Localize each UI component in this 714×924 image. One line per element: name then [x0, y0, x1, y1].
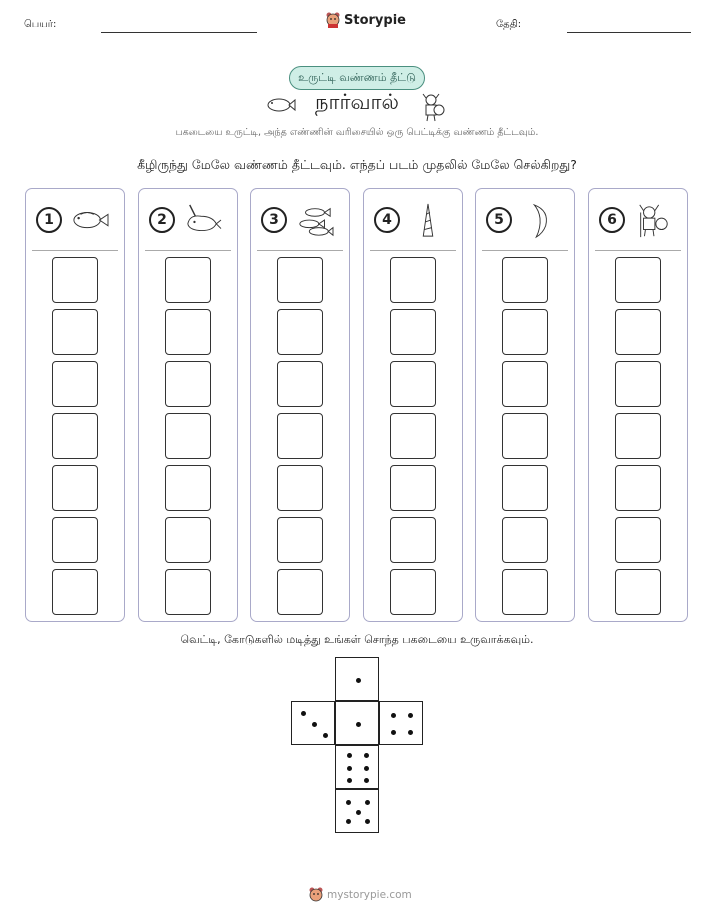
- color-box[interactable]: [390, 517, 436, 563]
- color-box[interactable]: [165, 569, 211, 615]
- color-box[interactable]: [165, 309, 211, 355]
- color-box[interactable]: [615, 361, 661, 407]
- color-box[interactable]: [615, 517, 661, 563]
- color-box[interactable]: [52, 361, 98, 407]
- color-box[interactable]: [52, 517, 98, 563]
- page-title: நார்வால்: [315, 90, 399, 114]
- die-face: [335, 701, 379, 745]
- color-box[interactable]: [52, 465, 98, 511]
- color-box[interactable]: [502, 569, 548, 615]
- color-box[interactable]: [52, 309, 98, 355]
- question-text: கீழிருந்து மேலே வண்ணம் தீட்டவும். எந்தப் படம் முதலில் மேலே செல்கிறது?: [137, 157, 577, 172]
- color-box[interactable]: [277, 309, 323, 355]
- die-pip: [391, 713, 396, 718]
- footer-url[interactable]: mystorypie.com: [327, 889, 412, 901]
- color-box[interactable]: [165, 413, 211, 459]
- column-number: 3: [261, 207, 287, 233]
- die-face: [379, 701, 423, 745]
- color-box[interactable]: [52, 413, 98, 459]
- column-6: [588, 188, 688, 622]
- die-face: [335, 745, 379, 789]
- color-box[interactable]: [502, 309, 548, 355]
- color-box[interactable]: [615, 413, 661, 459]
- color-box[interactable]: [277, 413, 323, 459]
- color-box[interactable]: [165, 465, 211, 511]
- bear-mascot-icon: [309, 887, 323, 903]
- color-box[interactable]: [502, 517, 548, 563]
- name-line: [101, 32, 257, 33]
- color-box[interactable]: [277, 361, 323, 407]
- color-box[interactable]: [390, 257, 436, 303]
- die-pip: [347, 778, 352, 783]
- die-face: [335, 657, 379, 701]
- color-box[interactable]: [277, 517, 323, 563]
- column-2: [138, 188, 238, 622]
- color-box[interactable]: [615, 569, 661, 615]
- color-box[interactable]: [165, 257, 211, 303]
- color-box[interactable]: [390, 465, 436, 511]
- column-number: 6: [599, 207, 625, 233]
- color-box[interactable]: [615, 257, 661, 303]
- activity-badge: உருட்டி வண்ணம் தீட்டு: [289, 66, 425, 90]
- die-pip: [346, 800, 351, 805]
- die-pip: [356, 678, 361, 683]
- column-divider: [595, 250, 681, 251]
- die-face: [335, 789, 379, 833]
- die-pip: [365, 800, 370, 805]
- color-box[interactable]: [165, 361, 211, 407]
- column-number: 2: [149, 207, 175, 233]
- column-divider: [482, 250, 568, 251]
- die-pip: [301, 711, 306, 716]
- die-pip: [365, 819, 370, 824]
- brand-name: Storypie: [344, 12, 406, 28]
- column-3: [250, 188, 350, 622]
- column-5: [475, 188, 575, 622]
- horn-icon: [520, 203, 560, 239]
- color-box[interactable]: [502, 413, 548, 459]
- die-pip: [364, 753, 369, 758]
- die-pip: [391, 730, 396, 735]
- color-box[interactable]: [502, 465, 548, 511]
- die-pip: [408, 730, 413, 735]
- die-pip: [408, 713, 413, 718]
- color-box[interactable]: [390, 361, 436, 407]
- name-label: பெயர்:: [24, 19, 57, 30]
- bear-mascot-icon: [326, 12, 340, 28]
- page-subtitle: பகடையை உருட்டி, அந்த எண்ணின் வரிசையில் ஒரு பெட்டிக்கு வண்ணம் தீட்டவும்.: [175, 127, 539, 138]
- viking-icon: [633, 203, 673, 239]
- color-box[interactable]: [390, 309, 436, 355]
- die-pip: [356, 810, 361, 815]
- die-pip: [364, 766, 369, 771]
- color-box[interactable]: [615, 465, 661, 511]
- die-pip: [347, 766, 352, 771]
- brand-logo: [326, 12, 406, 28]
- die-instruction: வெட்டி, கோடுகளில் மடித்து உங்கள் சொந்த பகடையை உருவாக்கவும்.: [180, 633, 534, 646]
- column-divider: [145, 250, 231, 251]
- color-box[interactable]: [165, 517, 211, 563]
- column-divider: [32, 250, 118, 251]
- color-box[interactable]: [502, 257, 548, 303]
- viking-icon: [420, 92, 446, 122]
- column-4: [363, 188, 463, 622]
- flatfish-icon: [70, 203, 110, 239]
- color-box[interactable]: [277, 569, 323, 615]
- narwhal-tusk-icon: [408, 203, 448, 239]
- date-label: தேதி:: [496, 19, 522, 30]
- color-box[interactable]: [277, 465, 323, 511]
- die-pip: [346, 819, 351, 824]
- footer: [309, 887, 412, 903]
- color-box[interactable]: [52, 569, 98, 615]
- color-box[interactable]: [277, 257, 323, 303]
- die-pip: [347, 753, 352, 758]
- die-pip: [323, 733, 328, 738]
- column-number: 4: [374, 207, 400, 233]
- column-divider: [257, 250, 343, 251]
- column-divider: [370, 250, 456, 251]
- color-box[interactable]: [390, 569, 436, 615]
- die-pip: [364, 778, 369, 783]
- column-number: 1: [36, 207, 62, 233]
- fish-school-icon: [295, 203, 335, 239]
- color-box[interactable]: [502, 361, 548, 407]
- die-pip: [356, 722, 361, 727]
- color-box[interactable]: [52, 257, 98, 303]
- color-box[interactable]: [390, 413, 436, 459]
- color-box[interactable]: [615, 309, 661, 355]
- column-number: 5: [486, 207, 512, 233]
- date-line: [567, 32, 691, 33]
- narwhal-icon: [183, 203, 223, 239]
- die-pip: [312, 722, 317, 727]
- die-face: [291, 701, 335, 745]
- column-1: [25, 188, 125, 622]
